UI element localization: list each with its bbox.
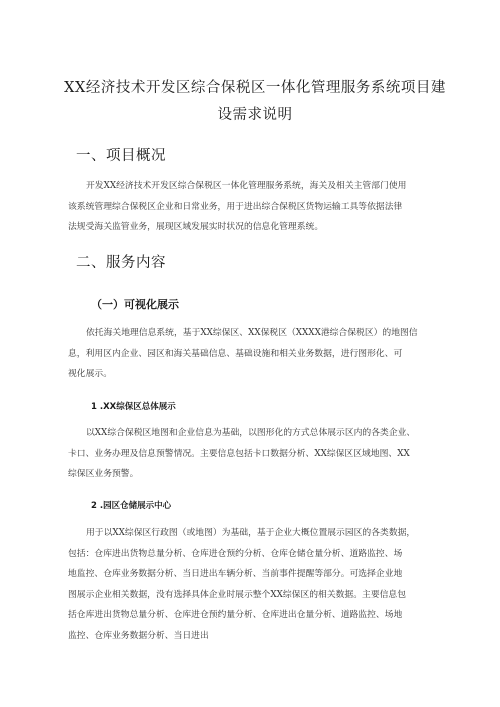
paragraph-line: 依托海关地理信息系统，基于XX综保区、XX保税区（XXXX港综合保税区）的地图信: [86, 328, 418, 338]
overall-display-paragraph: [68, 423, 438, 485]
paragraph-line: 开发XX经济技术开发区综合保税区一体化管理服务系统，海关及相关主管部门使用: [86, 181, 407, 191]
paragraph-line: 地监控、仓库业务数据分析、当日进出车辆分析、当前事件提醒等部分。可选择企业地: [68, 569, 403, 579]
paragraph-line: 该系统管理综合保税区企业和日常业务，用于进出综合保税区货物运输工具等依据法律: [68, 201, 403, 212]
overview-paragraph: [68, 176, 438, 238]
paragraph-line: 图展示企业相关数据，没有选择具体企业时展示整个XX综保区的相关数据。主要信息包: [68, 589, 407, 600]
paragraph-line: 以XX综合保税区地图和企业信息为基础，以图形化的方式总体展示区内的各类企业、: [86, 428, 416, 438]
paragraph-line: 息，利用区内企业、园区和海关基础信息、基础设施和相关业务数据，进行图形化、可: [68, 348, 403, 359]
warehouse-center-paragraph: [68, 523, 438, 646]
document-title-line-1: XX经济技术开发区综合保税区一体化管理服务系统项目建: [64, 80, 446, 96]
visualization-paragraph: [68, 323, 438, 385]
paragraph-line: 法规受海关监管业务，展现区域发展实时状况的信息化管理系统。: [68, 222, 324, 232]
paragraph-line: 监控、仓库业务数据分析、当日进出: [68, 630, 209, 641]
section-heading-services: 二、服务内容: [76, 255, 166, 271]
section-heading-overview: 一、项目概况: [76, 148, 166, 164]
paragraph-line: 卡口、业务办理及信息预警情况。主要信息包括卡口数据分析、XX综保区区域地图、XX: [68, 448, 410, 459]
item-heading-warehouse-center: 2 .园区仓储展示中心: [91, 501, 172, 511]
paragraph-line: 括仓库进出货物总量分析、仓库进仓预约量分析、仓库进出仓量分析、道路监控、场地: [68, 610, 403, 620]
document-title-line-2: 设需求说明: [217, 107, 293, 123]
paragraph-line: 视化展示。: [68, 369, 112, 379]
item-heading-overall-display: 1 .XX综保区总体展示: [91, 402, 176, 412]
paragraph-line: 包括：仓库进出货物总量分析、仓库进仓预约分析、仓库仓储仓量分析、道路监控、场: [68, 548, 403, 559]
subsection-heading-visualization: （一）可视化展示: [91, 298, 179, 311]
paragraph-line: 用于以XX综保区行政图（或地图）为基础，基于企业大概位置展示园区的各类数据，: [86, 528, 416, 538]
paragraph-line: 综保区业务预警。: [68, 469, 139, 479]
